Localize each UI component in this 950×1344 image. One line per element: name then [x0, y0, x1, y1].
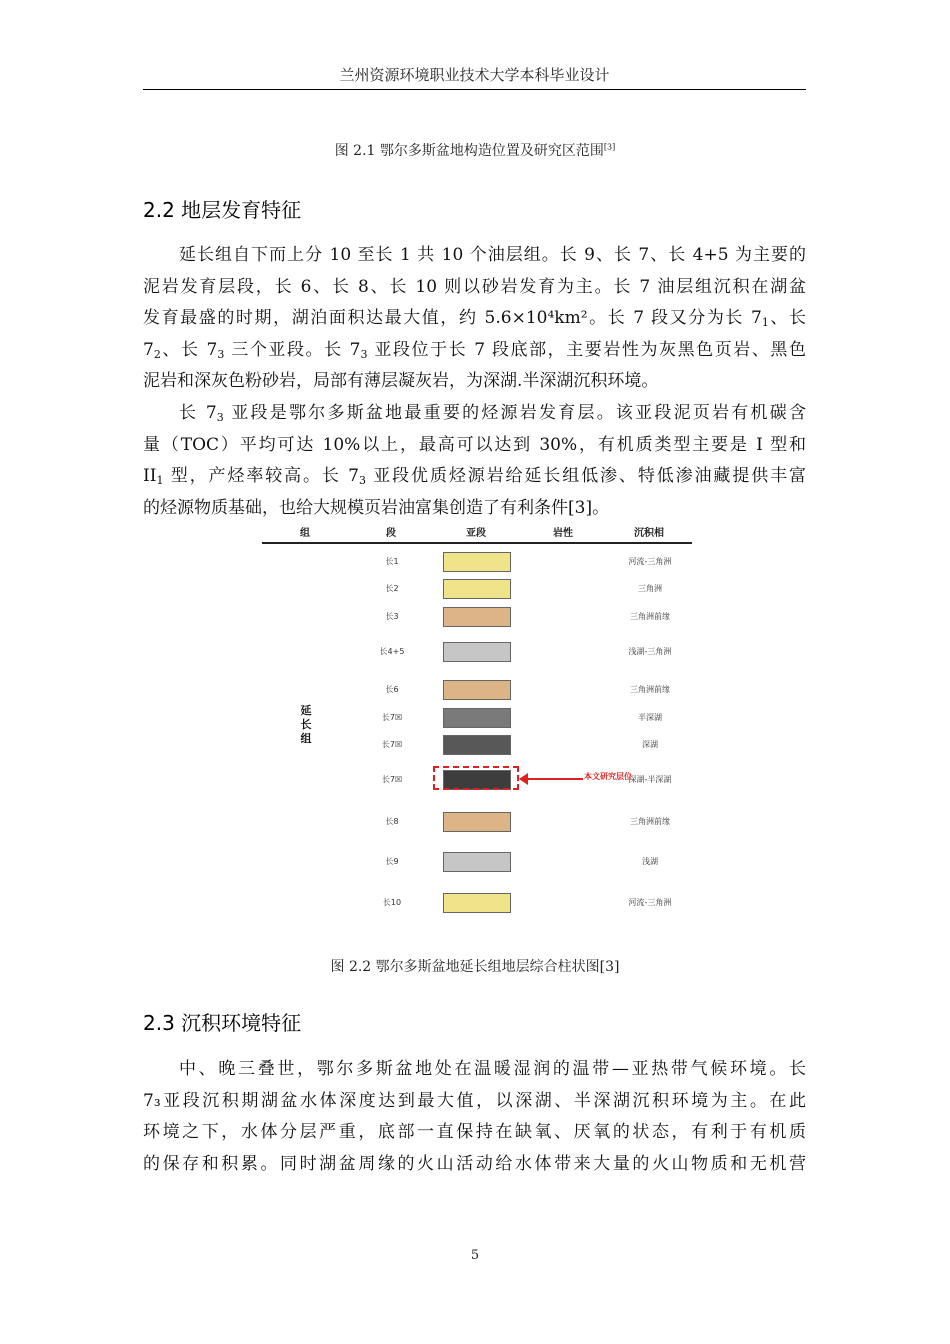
segment-label: 长9: [385, 857, 399, 866]
column-header-subsegment: 亚段: [466, 528, 486, 539]
text-line: 泥岩和深灰色粉砂岩，局部有薄层凝灰岩，为深湖.半深湖沉积环境。: [143, 371, 659, 391]
header-rule: [262, 542, 692, 544]
lithology-swatch: [443, 812, 511, 832]
lithology-swatch: [443, 552, 511, 572]
group-label: 延长组: [300, 704, 312, 745]
section-heading-2-2: 2.2 地层发育特征: [143, 198, 302, 222]
figure-caption-2-2: 图 2.2 鄂尔多斯盆地延长组地层综合柱状图[3]: [330, 959, 620, 975]
facies-label: 三角洲前缘: [630, 612, 670, 621]
lithology-swatch: [443, 680, 511, 700]
segment-label: 长10: [382, 898, 402, 907]
section-heading-2-3: 2.3 沉积环境特征: [143, 1011, 302, 1035]
text-line: 中、晚三叠世，鄂尔多斯盆地处在温暖湿润的温带—亚热带气候环境。长: [179, 1059, 806, 1079]
facies-label: 三角洲前缘: [630, 685, 670, 694]
text-line: 延长组自下而上分 10 至长 1 共 10 个油层组。长 9、长 7、长 4+5 为主要的: [179, 245, 806, 265]
segment-label: 长2: [385, 584, 399, 593]
paragraph-sedimentary: [143, 1054, 806, 1180]
text-line: 长 $7_3$ 亚段是鄂尔多斯盆地最重要的烃源岩发育层。该亚段泥页岩有机碳含: [179, 403, 806, 424]
segment-label: 长4+5: [379, 647, 405, 656]
lithology-swatch: [443, 852, 511, 872]
text-line: 泥岩发育层段，长 6、长 8、长 10 则以砂岩发育为主。长 7 油层组沉积在湖盆: [143, 276, 806, 297]
text-line: 的烃源物质基础，也给大规模页岩油富集创造了有利条件[3]。: [143, 497, 610, 518]
facies-label: 河流-三角洲: [628, 557, 672, 566]
text-line: 的保存和积累。同时湖盆周缘的火山活动给水体带来大量的火山物质和无机营: [143, 1153, 806, 1174]
lithology-swatch: [443, 893, 511, 913]
text-line: 7₃亚段沉积期湖盆水体深度达到最大值，以深湖、半深湖沉积环境为主。在此: [143, 1090, 806, 1111]
segment-label: 长1: [385, 557, 399, 566]
lithology-swatch: [443, 579, 511, 599]
segment-label: 长7☒: [381, 775, 403, 784]
lithology-swatch: [443, 735, 511, 755]
text-line: $II_1$ 型，产烃率较高。长 $7_3$ 亚段优质烃源岩给延长组低渗、特低渗油藏提供丰富: [143, 466, 807, 487]
text-line: 环境之下，水体分层严重，底部一直保持在缺氧、厌氧的状态，有利于有机质: [143, 1122, 806, 1142]
highlight-arrow: [521, 778, 583, 780]
segment-label: 长7☒: [381, 713, 403, 722]
text-line: $7_2$、长 $7_3$ 三个亚段。长 $7_3$ 亚段位于长 7 段底部，主要岩性为灰黑色页岩、黑色: [143, 339, 807, 361]
highlight-box: [433, 766, 519, 790]
lithology-swatch: [443, 607, 511, 627]
page-header: 兰州资源环境职业技术大学本科毕业设计: [143, 62, 806, 90]
lithology-swatch: [443, 708, 511, 728]
segment-label: 长8: [385, 817, 399, 826]
lithology-swatch: [443, 642, 511, 662]
text-line: 发育最盛的时期，湖泊面积达最大值，约 5.6×10⁴km²。长 7 段又分为长 $7_1$、长: [143, 308, 807, 329]
paragraph-strata-2: [143, 398, 806, 524]
paragraph-strata-1: [143, 240, 806, 398]
facies-label: 河流-三角洲: [628, 898, 672, 907]
stratigraphic-column-chart: [262, 522, 692, 922]
segment-label: 长3: [385, 612, 399, 621]
facies-label: 半深湖: [638, 713, 662, 722]
highlight-note: 本文研究层位: [584, 772, 632, 781]
facies-label: 浅湖-三角洲: [628, 647, 672, 656]
segment-label: 长6: [385, 685, 399, 694]
facies-label: 三角洲: [638, 584, 662, 593]
facies-label: 深湖: [642, 740, 658, 749]
column-header-group: 组: [300, 528, 310, 539]
caption-ref: [3]: [603, 142, 616, 152]
text-line: 量（TOC）平均可达 10%以上，最高可以达到 30%，有机质类型主要是 I 型和: [143, 434, 806, 455]
facies-label: 三角洲前缘: [630, 817, 670, 826]
column-header-segment: 段: [386, 528, 396, 539]
segment-label: 长7☒: [381, 740, 403, 749]
column-header-lithology: 岩性: [553, 528, 573, 539]
arrow-head-icon: [519, 773, 528, 785]
facies-label: 深湖-半深湖: [628, 775, 672, 784]
page-number: 5: [470, 1248, 480, 1263]
caption-text: 图 2.1 鄂尔多斯盆地构造位置及研究区范围: [334, 143, 604, 159]
column-header-facies: 沉积相: [634, 528, 664, 539]
facies-label: 浅湖: [642, 857, 658, 866]
figure-caption-2-1: [0, 140, 950, 160]
